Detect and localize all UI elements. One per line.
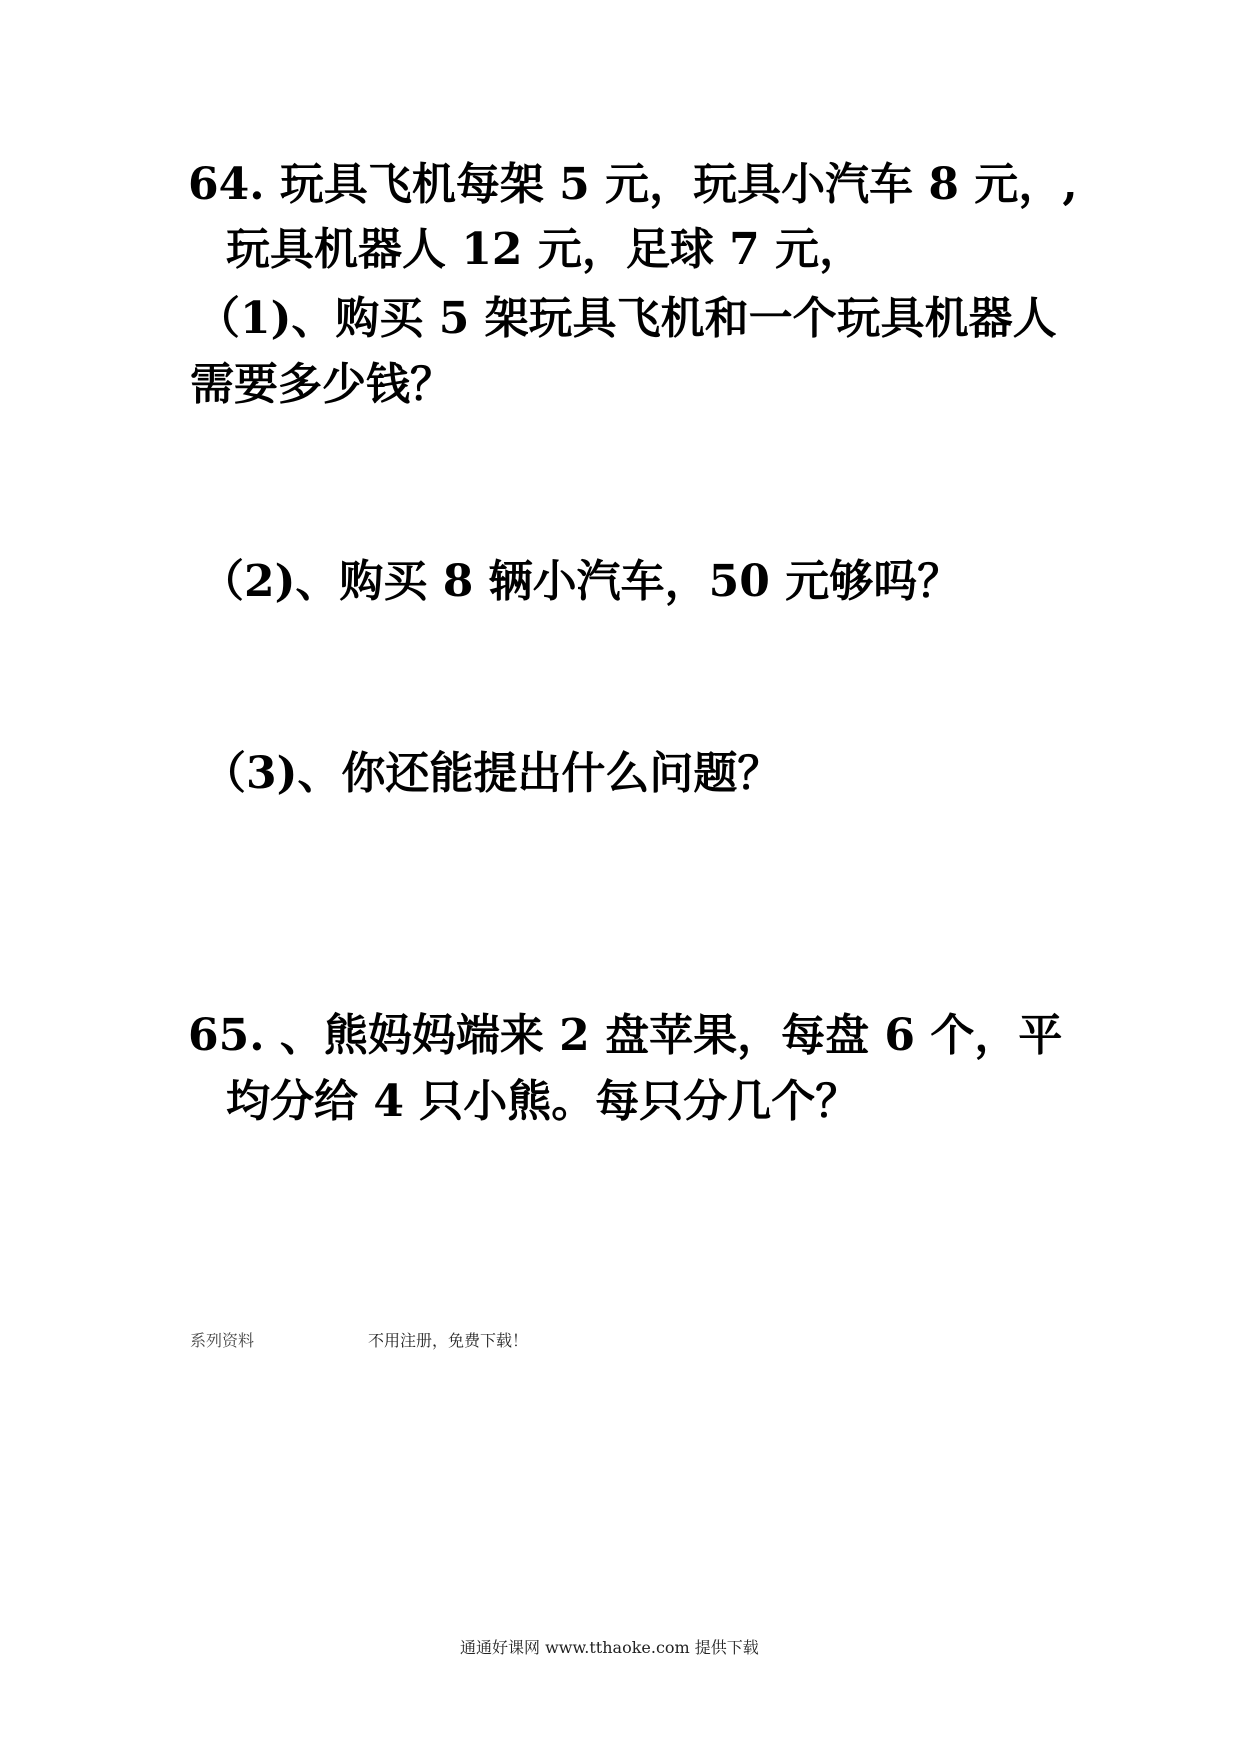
problem-64-question-2: （2)、购买 8 辆小汽车，50 元够吗？ bbox=[200, 556, 962, 607]
footnote-free-download: 不用注册，免费下载！ bbox=[368, 1331, 529, 1350]
problem-64-question-1-line-1: （1)、购买 5 架玩具飞机和一个玩具机器人 bbox=[196, 293, 1057, 344]
problem-64-line-2: 玩具机器人 12 元，足球 7 元， bbox=[226, 224, 864, 275]
problem-65-line-2: 均分给 4 只小熊。每只分几个？ bbox=[226, 1076, 860, 1127]
problem-64-question-1-line-2: 需要多少钱？ bbox=[190, 359, 454, 410]
problem-64-question-3: （3)、你还能提出什么问题？ bbox=[202, 748, 782, 799]
page-footer: 通通好课网 www.tthaoke.com 提供下载 bbox=[460, 1638, 759, 1657]
problem-65-line-1: 65. 、熊妈妈端来 2 盘苹果，每盘 6 个，平 bbox=[188, 1010, 1063, 1061]
problem-64-line-1: 64. 玩具飞机每架 5 元，玩具小汽车 8 元，, bbox=[188, 159, 1078, 210]
footnote-series-label: 系列资料 bbox=[190, 1331, 255, 1350]
